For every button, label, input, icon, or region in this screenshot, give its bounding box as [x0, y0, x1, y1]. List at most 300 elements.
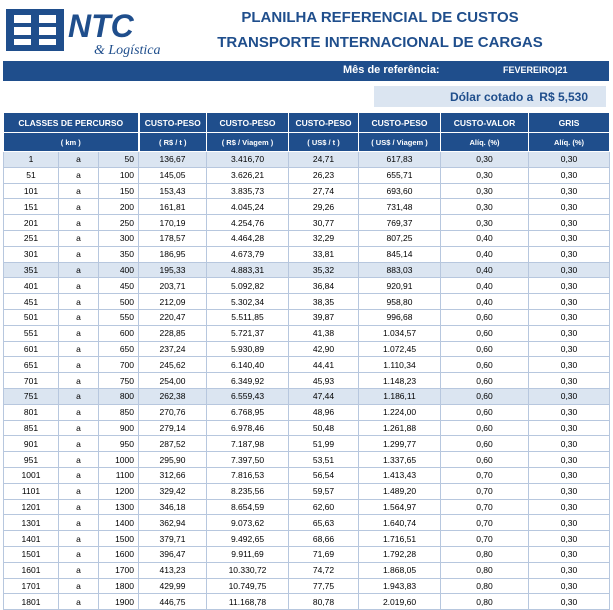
cell-cp-rs-viagem: 4.254,76: [207, 215, 289, 231]
cell-cp-us-viagem: 1.224,00: [359, 404, 441, 420]
cell-km-a: a: [59, 594, 99, 610]
cell-cp-us-viagem: 693,60: [359, 183, 441, 199]
cell-km-a: a: [59, 294, 99, 310]
cell-custo-valor: 0,60: [441, 404, 529, 420]
cell-km-a: a: [59, 515, 99, 531]
cell-km-to: 250: [99, 215, 139, 231]
cell-km-a: a: [59, 246, 99, 262]
cell-km-a: a: [59, 388, 99, 404]
cell-gris: 0,30: [529, 546, 610, 562]
cell-custo-valor: 0,60: [441, 420, 529, 436]
cell-cp-rs-t: 186,95: [139, 246, 207, 262]
cell-cp-rs-viagem: 7.816,53: [207, 467, 289, 483]
cell-custo-valor: 0,80: [441, 594, 529, 610]
cell-km-from: 1801: [4, 594, 59, 610]
cell-cp-rs-t: 429,99: [139, 578, 207, 594]
cell-gris: 0,30: [529, 483, 610, 499]
cell-cp-rs-viagem: 7.187,98: [207, 436, 289, 452]
cell-cp-us-t: 65,63: [289, 515, 359, 531]
cell-cp-us-t: 45,93: [289, 373, 359, 389]
cell-cp-rs-viagem: 9.492,65: [207, 531, 289, 547]
cell-km-a: a: [59, 373, 99, 389]
cost-table: [3, 112, 610, 610]
cell-km-from: 701: [4, 373, 59, 389]
header-cp-us-t: CUSTO-PESO: [289, 113, 359, 133]
header-custo-valor-unit: Alíq. (%): [441, 133, 529, 152]
cell-cp-rs-viagem: 5.721,37: [207, 325, 289, 341]
table-row: [4, 325, 610, 341]
cell-km-to: 1500: [99, 531, 139, 547]
table-row: [4, 294, 610, 310]
cell-km-to: 850: [99, 404, 139, 420]
cell-km-from: 1201: [4, 499, 59, 515]
cell-km-a: a: [59, 215, 99, 231]
cell-km-from: 51: [4, 167, 59, 183]
cell-km-from: 1601: [4, 562, 59, 578]
cell-cp-us-viagem: 731,48: [359, 199, 441, 215]
cell-gris: 0,30: [529, 436, 610, 452]
cell-cp-us-viagem: 1.034,57: [359, 325, 441, 341]
cell-cp-us-t: 56,54: [289, 467, 359, 483]
cell-cp-us-viagem: 1.148,23: [359, 373, 441, 389]
cell-cp-rs-t: 279,14: [139, 420, 207, 436]
cell-km-a: a: [59, 483, 99, 499]
cell-cp-rs-viagem: 4.045,24: [207, 199, 289, 215]
cell-gris: 0,30: [529, 167, 610, 183]
cell-gris: 0,30: [529, 262, 610, 278]
cell-cp-us-t: 39,87: [289, 309, 359, 325]
cell-gris: 0,30: [529, 452, 610, 468]
cell-km-to: 700: [99, 357, 139, 373]
cell-km-from: 651: [4, 357, 59, 373]
cell-km-a: a: [59, 341, 99, 357]
cell-km-from: 1101: [4, 483, 59, 499]
table-row: [4, 499, 610, 515]
table-row: [4, 467, 610, 483]
cell-cp-us-t: 42,90: [289, 341, 359, 357]
cell-custo-valor: 0,30: [441, 215, 529, 231]
table-row: [4, 278, 610, 294]
cell-cp-rs-viagem: 6.349,92: [207, 373, 289, 389]
cell-cp-us-t: 53,51: [289, 452, 359, 468]
cell-km-to: 200: [99, 199, 139, 215]
cell-custo-valor: 0,60: [441, 373, 529, 389]
cell-custo-valor: 0,30: [441, 152, 529, 168]
cell-km-a: a: [59, 404, 99, 420]
cell-km-a: a: [59, 546, 99, 562]
cell-cp-rs-t: 379,71: [139, 531, 207, 547]
cell-cp-rs-t: 287,52: [139, 436, 207, 452]
cell-gris: 0,30: [529, 309, 610, 325]
table-row: [4, 199, 610, 215]
cell-custo-valor: 0,40: [441, 230, 529, 246]
cell-cp-rs-viagem: 9.073,62: [207, 515, 289, 531]
cell-km-to: 550: [99, 309, 139, 325]
cell-custo-valor: 0,60: [441, 309, 529, 325]
cell-cp-rs-viagem: 7.397,50: [207, 452, 289, 468]
cell-km-to: 1400: [99, 515, 139, 531]
cell-km-a: a: [59, 562, 99, 578]
cell-cp-us-t: 27,74: [289, 183, 359, 199]
cell-cp-rs-t: 145,05: [139, 167, 207, 183]
cell-km-a: a: [59, 309, 99, 325]
cell-custo-valor: 0,70: [441, 531, 529, 547]
cell-custo-valor: 0,30: [441, 167, 529, 183]
cell-cp-rs-viagem: 5.302,34: [207, 294, 289, 310]
cell-km-a: a: [59, 167, 99, 183]
cell-cp-rs-viagem: 5.930,89: [207, 341, 289, 357]
cell-km-from: 1001: [4, 467, 59, 483]
cell-cp-rs-t: 446,75: [139, 594, 207, 610]
cell-cp-us-viagem: 655,71: [359, 167, 441, 183]
cell-custo-valor: 0,40: [441, 294, 529, 310]
cell-cp-us-t: 30,77: [289, 215, 359, 231]
cell-cp-rs-t: 136,67: [139, 152, 207, 168]
cell-km-to: 1000: [99, 452, 139, 468]
header-gris-unit: Alíq. (%): [529, 133, 610, 152]
cell-km-from: 251: [4, 230, 59, 246]
cell-cp-rs-t: 170,19: [139, 215, 207, 231]
cell-cp-rs-viagem: 5.511,85: [207, 309, 289, 325]
cell-cp-rs-viagem: 3.626,21: [207, 167, 289, 183]
cell-cp-us-viagem: 920,91: [359, 278, 441, 294]
cell-cp-us-viagem: 1.640,74: [359, 515, 441, 531]
cell-cp-us-t: 50,48: [289, 420, 359, 436]
cell-cp-rs-t: 396,47: [139, 546, 207, 562]
cell-gris: 0,30: [529, 531, 610, 547]
cell-km-from: 151: [4, 199, 59, 215]
cell-cp-us-t: 29,26: [289, 199, 359, 215]
cell-gris: 0,30: [529, 199, 610, 215]
cell-cp-us-viagem: 1.792,28: [359, 546, 441, 562]
table-row: [4, 388, 610, 404]
cell-km-to: 100: [99, 167, 139, 183]
reference-month-bar: [3, 61, 609, 81]
cell-custo-valor: 0,80: [441, 562, 529, 578]
dollar-value: R$ 5,530: [539, 90, 588, 104]
cell-km-to: 350: [99, 246, 139, 262]
cell-km-a: a: [59, 420, 99, 436]
cell-gris: 0,30: [529, 467, 610, 483]
cell-gris: 0,30: [529, 499, 610, 515]
header-cp-rs-viagem: CUSTO-PESO: [207, 113, 289, 133]
cell-cp-us-viagem: 1.299,77: [359, 436, 441, 452]
cell-cp-us-t: 26,23: [289, 167, 359, 183]
cell-km-to: 950: [99, 436, 139, 452]
page-title-line1: PLANILHA REFERENCIAL DE CUSTOS: [241, 9, 519, 26]
cell-custo-valor: 0,40: [441, 246, 529, 262]
cell-cp-rs-t: 413,23: [139, 562, 207, 578]
cell-km-from: 101: [4, 183, 59, 199]
cell-gris: 0,30: [529, 515, 610, 531]
cell-km-a: a: [59, 183, 99, 199]
cell-cp-us-viagem: 1.489,20: [359, 483, 441, 499]
table-row: [4, 515, 610, 531]
cell-cp-rs-t: 178,57: [139, 230, 207, 246]
cell-custo-valor: 0,30: [441, 199, 529, 215]
cell-km-to: 400: [99, 262, 139, 278]
table-row: [4, 167, 610, 183]
cell-cp-us-t: 80,78: [289, 594, 359, 610]
cell-custo-valor: 0,60: [441, 357, 529, 373]
cell-cp-us-t: 51,99: [289, 436, 359, 452]
cell-cp-us-viagem: 845,14: [359, 246, 441, 262]
cell-cp-rs-t: 153,43: [139, 183, 207, 199]
cell-cp-rs-viagem: 9.911,69: [207, 546, 289, 562]
cell-cp-us-t: 35,32: [289, 262, 359, 278]
cell-km-from: 351: [4, 262, 59, 278]
cell-km-from: 901: [4, 436, 59, 452]
cell-cp-rs-viagem: 4.673,79: [207, 246, 289, 262]
cell-cp-us-t: 48,96: [289, 404, 359, 420]
cell-cp-rs-t: 237,24: [139, 341, 207, 357]
cell-cp-us-viagem: 996,68: [359, 309, 441, 325]
cell-km-to: 300: [99, 230, 139, 246]
cell-km-a: a: [59, 531, 99, 547]
cell-cp-rs-viagem: 8.654,59: [207, 499, 289, 515]
cell-km-a: a: [59, 325, 99, 341]
cell-cp-us-viagem: 1.943,83: [359, 578, 441, 594]
cell-gris: 0,30: [529, 420, 610, 436]
cell-km-a: a: [59, 230, 99, 246]
cell-gris: 0,30: [529, 246, 610, 262]
header-cp-us-viagem-unit: ( US$ / Viagem ): [359, 133, 441, 152]
cell-cp-rs-t: 203,71: [139, 278, 207, 294]
cell-km-from: 1701: [4, 578, 59, 594]
cell-cp-rs-t: 228,85: [139, 325, 207, 341]
table-row: [4, 309, 610, 325]
cell-km-from: 1401: [4, 531, 59, 547]
cell-cp-us-t: 74,72: [289, 562, 359, 578]
cell-cp-us-viagem: 1.110,34: [359, 357, 441, 373]
cell-gris: 0,30: [529, 562, 610, 578]
table-row: [4, 341, 610, 357]
cell-km-from: 1: [4, 152, 59, 168]
cell-gris: 0,30: [529, 278, 610, 294]
header-cp-rs-t: CUSTO-PESO: [139, 113, 207, 133]
cell-km-a: a: [59, 199, 99, 215]
dollar-rate-box: [374, 86, 606, 107]
cell-km-to: 1200: [99, 483, 139, 499]
cell-km-a: a: [59, 152, 99, 168]
cell-cp-us-t: 41,38: [289, 325, 359, 341]
cell-km-to: 1800: [99, 578, 139, 594]
cell-km-to: 150: [99, 183, 139, 199]
cell-cp-us-t: 59,57: [289, 483, 359, 499]
cell-km-to: 800: [99, 388, 139, 404]
cell-cp-rs-t: 346,18: [139, 499, 207, 515]
cell-km-a: a: [59, 357, 99, 373]
cell-custo-valor: 0,80: [441, 546, 529, 562]
table-row: [4, 152, 610, 168]
cell-gris: 0,30: [529, 388, 610, 404]
table-row: [4, 230, 610, 246]
cell-km-a: a: [59, 278, 99, 294]
cell-cp-us-t: 32,29: [289, 230, 359, 246]
table-row: [4, 246, 610, 262]
cell-cp-us-viagem: 883,03: [359, 262, 441, 278]
cell-cp-rs-viagem: 5.092,82: [207, 278, 289, 294]
cell-km-from: 601: [4, 341, 59, 357]
cell-cp-us-t: 77,75: [289, 578, 359, 594]
cell-cp-rs-viagem: 10.749,75: [207, 578, 289, 594]
ntc-logistica-logo: [4, 3, 184, 58]
cell-km-from: 201: [4, 215, 59, 231]
cell-cp-us-t: 38,35: [289, 294, 359, 310]
header-cp-rs-viagem-unit: ( R$ / Viagem ): [207, 133, 289, 152]
cell-cp-rs-viagem: 8.235,56: [207, 483, 289, 499]
cell-km-to: 1100: [99, 467, 139, 483]
cell-cp-us-viagem: 1.186,11: [359, 388, 441, 404]
cell-km-a: a: [59, 467, 99, 483]
header-custo-valor: CUSTO-VALOR: [441, 113, 529, 133]
cell-cp-us-t: 71,69: [289, 546, 359, 562]
cell-gris: 0,30: [529, 404, 610, 420]
header-gris: GRIS: [529, 113, 610, 133]
cell-km-to: 750: [99, 373, 139, 389]
cell-cp-us-viagem: 1.716,51: [359, 531, 441, 547]
cell-km-from: 801: [4, 404, 59, 420]
table-row: [4, 404, 610, 420]
cell-km-from: 301: [4, 246, 59, 262]
cell-cp-rs-t: 295,90: [139, 452, 207, 468]
cell-km-to: 650: [99, 341, 139, 357]
cell-gris: 0,30: [529, 594, 610, 610]
cell-km-from: 751: [4, 388, 59, 404]
cell-custo-valor: 0,40: [441, 262, 529, 278]
reference-label: Mês de referência:: [343, 64, 440, 76]
cell-cp-rs-viagem: 3.416,70: [207, 152, 289, 168]
cell-km-a: a: [59, 452, 99, 468]
cell-cp-rs-viagem: 6.140,40: [207, 357, 289, 373]
page-title-line2: TRANSPORTE INTERNACIONAL DE CARGAS: [217, 34, 543, 51]
cell-cp-us-viagem: 769,37: [359, 215, 441, 231]
cell-cp-us-viagem: 958,80: [359, 294, 441, 310]
cell-cp-us-viagem: 1.868,05: [359, 562, 441, 578]
cell-custo-valor: 0,60: [441, 436, 529, 452]
logo-subtext: & Logística: [94, 43, 161, 58]
cell-custo-valor: 0,70: [441, 483, 529, 499]
table-row: [4, 546, 610, 562]
cell-gris: 0,30: [529, 341, 610, 357]
cell-cp-us-t: 24,71: [289, 152, 359, 168]
cell-km-to: 1900: [99, 594, 139, 610]
cell-cp-rs-t: 161,81: [139, 199, 207, 215]
header-cp-us-viagem: CUSTO-PESO: [359, 113, 441, 133]
dollar-label: Dólar cotado a: [449, 90, 534, 104]
cell-cp-rs-viagem: 6.559,43: [207, 388, 289, 404]
cell-cp-us-t: 62,60: [289, 499, 359, 515]
cell-cp-us-t: 47,44: [289, 388, 359, 404]
cell-cp-rs-t: 254,00: [139, 373, 207, 389]
table-row: [4, 373, 610, 389]
cell-km-to: 1700: [99, 562, 139, 578]
cell-cp-us-viagem: 807,25: [359, 230, 441, 246]
cell-km-to: 450: [99, 278, 139, 294]
cell-km-a: a: [59, 578, 99, 594]
header-cp-us-t-unit: ( US$ / t ): [289, 133, 359, 152]
cell-cp-us-viagem: 1.337,65: [359, 452, 441, 468]
cell-custo-valor: 0,60: [441, 388, 529, 404]
cell-cp-us-t: 33,81: [289, 246, 359, 262]
cell-custo-valor: 0,40: [441, 278, 529, 294]
cell-km-from: 501: [4, 309, 59, 325]
cell-custo-valor: 0,70: [441, 499, 529, 515]
cell-gris: 0,30: [529, 325, 610, 341]
cell-cp-rs-viagem: 6.978,46: [207, 420, 289, 436]
table-row: [4, 215, 610, 231]
cell-custo-valor: 0,70: [441, 515, 529, 531]
cell-custo-valor: 0,80: [441, 578, 529, 594]
cell-gris: 0,30: [529, 230, 610, 246]
cell-cp-rs-viagem: 4.883,31: [207, 262, 289, 278]
cell-cp-us-t: 36,84: [289, 278, 359, 294]
cell-km-from: 451: [4, 294, 59, 310]
cell-gris: 0,30: [529, 578, 610, 594]
cell-km-to: 50: [99, 152, 139, 168]
cell-cp-rs-t: 262,38: [139, 388, 207, 404]
table-row: [4, 531, 610, 547]
table-row: [4, 562, 610, 578]
cell-cp-rs-t: 312,66: [139, 467, 207, 483]
cell-cp-us-t: 44,41: [289, 357, 359, 373]
cell-cp-rs-t: 329,42: [139, 483, 207, 499]
header-classes-unit: ( km ): [4, 133, 139, 152]
cell-custo-valor: 0,30: [441, 183, 529, 199]
cell-cp-rs-viagem: 10.330,72: [207, 562, 289, 578]
cell-gris: 0,30: [529, 152, 610, 168]
cell-gris: 0,30: [529, 357, 610, 373]
cell-custo-valor: 0,60: [441, 325, 529, 341]
cell-cp-us-viagem: 1.072,45: [359, 341, 441, 357]
table-row: [4, 262, 610, 278]
cell-gris: 0,30: [529, 215, 610, 231]
table-row: [4, 436, 610, 452]
cell-cp-rs-t: 220,47: [139, 309, 207, 325]
cell-cp-rs-t: 270,76: [139, 404, 207, 420]
cell-cp-rs-t: 245,62: [139, 357, 207, 373]
cell-cp-rs-viagem: 11.168,78: [207, 594, 289, 610]
cell-cp-us-viagem: 1.564,97: [359, 499, 441, 515]
cell-cp-rs-t: 212,09: [139, 294, 207, 310]
cell-km-a: a: [59, 262, 99, 278]
table-row: [4, 183, 610, 199]
table-row: [4, 483, 610, 499]
cell-km-a: a: [59, 499, 99, 515]
header-classes: CLASSES DE PERCURSO: [4, 113, 139, 133]
table-row: [4, 594, 610, 610]
cell-km-from: 401: [4, 278, 59, 294]
cell-cp-us-viagem: 2.019,60: [359, 594, 441, 610]
table-row: [4, 420, 610, 436]
cell-custo-valor: 0,60: [441, 452, 529, 468]
cell-cp-rs-viagem: 3.835,73: [207, 183, 289, 199]
cell-cp-rs-viagem: 6.768,95: [207, 404, 289, 420]
cell-km-from: 851: [4, 420, 59, 436]
cell-km-from: 951: [4, 452, 59, 468]
logo-text: NTC: [68, 8, 134, 44]
cell-gris: 0,30: [529, 373, 610, 389]
cell-km-a: a: [59, 436, 99, 452]
cell-km-to: 900: [99, 420, 139, 436]
cell-km-to: 600: [99, 325, 139, 341]
table-row: [4, 357, 610, 373]
cell-cp-us-viagem: 1.413,43: [359, 467, 441, 483]
cell-km-to: 1600: [99, 546, 139, 562]
cell-gris: 0,30: [529, 183, 610, 199]
cell-custo-valor: 0,70: [441, 467, 529, 483]
cell-km-to: 1300: [99, 499, 139, 515]
